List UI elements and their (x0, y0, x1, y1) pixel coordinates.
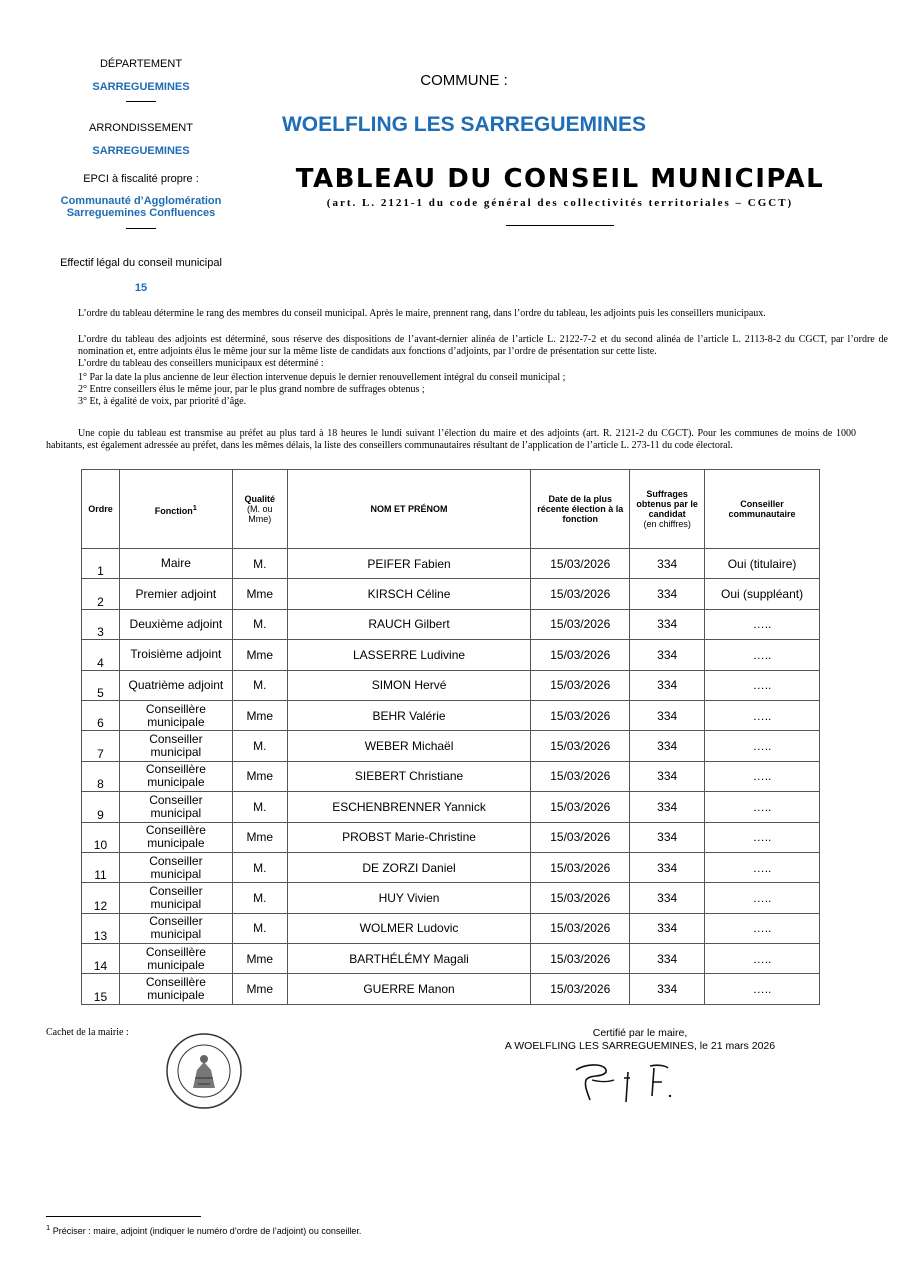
cell-suffrages: 334 (630, 731, 705, 761)
table-row (82, 731, 820, 761)
table-row (82, 913, 820, 943)
footnote-text: Préciser : maire, adjoint (indiquer le numéro d’ordre de l’adjoint) ou conseiller. (52, 1226, 362, 1236)
cell-conseiller: ….. (705, 974, 820, 1004)
cell-nom: RAUCH Gilbert (287, 609, 531, 639)
table-row (82, 944, 820, 974)
table-row (82, 883, 820, 913)
cell-fonction: Deuxième adjoint (119, 609, 232, 639)
cell-ordre: 15 (82, 974, 120, 1004)
cell-ordre: 6 (82, 700, 120, 730)
cell-qualite: M. (232, 883, 287, 913)
cell-conseiller: ….. (705, 609, 820, 639)
cell-ordre: 11 (82, 852, 120, 882)
cell-date: 15/03/2026 (531, 852, 630, 882)
footnote-ref: 1 (192, 502, 197, 512)
cell-ordre: 5 (82, 670, 120, 700)
paragraph-adjoints-text: L’ordre du tableau des adjoints est déterminé, sous réserve des dispositions de l’avant-dernier alinéa de l’article L. 2122-7-2 et du second alinéa de l’article L. 2113-8-2 du CGCT, par l’ordre de nomination et, entre adjoints élus le même jour sur la même liste de candidats aux fonctions d’adjoints, par l’ordre de présentation sur cette liste. (78, 334, 888, 357)
cell-suffrages: 334 (630, 944, 705, 974)
cell-suffrages: 334 (630, 609, 705, 639)
table-row (82, 670, 820, 700)
epci-value-line1: Communauté d’Agglomération (60, 195, 222, 207)
header-fonction-label: Fonction (154, 505, 193, 516)
commune-name: WOELFLING LES SARREGUEMINES (281, 113, 646, 136)
cell-nom: SIMON Hervé (287, 670, 531, 700)
cell-nom: SIEBERT Christiane (287, 761, 531, 791)
cell-suffrages: 334 (630, 640, 705, 670)
cell-ordre: 3 (82, 609, 120, 639)
paragraph-copy-prefet: Une copie du tableau est transmise au préfet au plus tard à 18 heures le lundi suivant l’élection du maire et des adjoints (art. R. 2121-2 du CGCT). Pour les communes de moins de 1000 habitants, est également adressée au préfet, dans les mêmes délais, la liste des conseillers communautaires résultant de l’application de l’article L. 273-11 du code électoral. (46, 428, 856, 451)
cell-fonction: Conseillère municipale (119, 974, 232, 1004)
cell-qualite: Mme (232, 761, 287, 791)
cell-date: 15/03/2026 (531, 731, 630, 761)
cell-qualite: Mme (232, 944, 287, 974)
title-divider (506, 225, 614, 226)
cell-conseiller: ….. (705, 883, 820, 913)
cell-fonction: Premier adjoint (119, 579, 232, 609)
header-qualite (232, 470, 287, 549)
cell-ordre: 9 (82, 792, 120, 822)
page-subtitle: (art. L. 2121-1 du code général des collectivités territoriales – CGCT) (326, 197, 794, 209)
effectif-label: Effectif légal du conseil municipal (60, 257, 222, 269)
cell-ordre: 13 (82, 913, 120, 943)
paragraph-criterion-3: 3° Et, à égalité de voix, par priorité d’âge. (78, 396, 247, 407)
cell-ordre: 2 (82, 579, 120, 609)
certifie-line1: Certifié par le maire, (592, 1027, 688, 1039)
cell-suffrages: 334 (630, 822, 705, 852)
cell-nom: PEIFER Fabien (287, 549, 531, 579)
cell-date: 15/03/2026 (531, 549, 630, 579)
cell-qualite: M. (232, 609, 287, 639)
table-header-row (82, 470, 820, 549)
paragraph-order-rule: L’ordre du tableau détermine le rang des membres du conseil municipal. Après le maire, prennent rang, dans l’ordre du tableau, les adjoints puis les conseillers municipaux. (78, 308, 766, 319)
cell-conseiller: ….. (705, 731, 820, 761)
cell-suffrages: 334 (630, 670, 705, 700)
cell-conseiller: ….. (705, 792, 820, 822)
cell-suffrages: 334 (630, 549, 705, 579)
cell-qualite: Mme (232, 822, 287, 852)
table-row (82, 822, 820, 852)
cell-qualite: M. (232, 549, 287, 579)
cell-date: 15/03/2026 (531, 609, 630, 639)
cell-qualite: Mme (232, 974, 287, 1004)
table-row (82, 609, 820, 639)
cell-date: 15/03/2026 (531, 761, 630, 791)
cell-nom: KIRSCH Céline (287, 579, 531, 609)
divider (126, 228, 156, 229)
epci-label: EPCI à fiscalité propre : (83, 173, 199, 185)
cell-fonction: Conseiller municipal (119, 913, 232, 943)
cell-date: 15/03/2026 (531, 792, 630, 822)
cachet-label: Cachet de la mairie : (46, 1027, 129, 1038)
cell-suffrages: 334 (630, 700, 705, 730)
table-row (82, 974, 820, 1004)
paragraph-criterion-1: 1° Par la date la plus ancienne de leur élection intervenue depuis le dernier renouvellement intégral du conseil municipal ; (78, 372, 566, 383)
seal-icon (165, 1032, 243, 1110)
arrondissement-label: ARRONDISSEMENT (89, 122, 193, 134)
cell-fonction: Conseiller municipal (119, 852, 232, 882)
cell-qualite: M. (232, 792, 287, 822)
cell-date: 15/03/2026 (531, 913, 630, 943)
page-title: TABLEAU DU CONSEIL MUNICIPAL (295, 164, 825, 194)
cell-ordre: 1 (82, 549, 120, 579)
cell-nom: PROBST Marie-Christine (287, 822, 531, 852)
table-row (82, 792, 820, 822)
footnote-mark: 1 (46, 1223, 51, 1232)
cell-fonction: Maire (119, 549, 232, 579)
cell-date: 15/03/2026 (531, 579, 630, 609)
cell-conseiller: Oui (suppléant) (705, 579, 820, 609)
cell-conseiller: ….. (705, 670, 820, 700)
footnote-divider (46, 1216, 201, 1217)
cell-qualite: Mme (232, 579, 287, 609)
cell-fonction: Conseiller municipal (119, 731, 232, 761)
cell-date: 15/03/2026 (531, 974, 630, 1004)
cell-nom: LASSERRE Ludivine (287, 640, 531, 670)
cell-suffrages: 334 (630, 974, 705, 1004)
cell-qualite: Mme (232, 700, 287, 730)
cell-qualite: M. (232, 731, 287, 761)
cell-fonction: Conseillère municipale (119, 700, 232, 730)
header-conseiller: Conseiller communautaire (705, 470, 820, 549)
cell-suffrages: 334 (630, 761, 705, 791)
table-row (82, 761, 820, 791)
effectif-block (46, 257, 236, 294)
cell-nom: HUY Vivien (287, 883, 531, 913)
header-date: Date de la plus récente élection à la fonction (531, 470, 630, 549)
cell-fonction: Conseillère municipale (119, 761, 232, 791)
cell-fonction: Conseiller municipal (119, 792, 232, 822)
cell-suffrages: 334 (630, 913, 705, 943)
cell-date: 15/03/2026 (531, 822, 630, 852)
table-row (82, 579, 820, 609)
cell-nom: WEBER Michaël (287, 731, 531, 761)
departement-label: DÉPARTEMENT (99, 58, 183, 70)
cell-suffrages: 334 (630, 852, 705, 882)
table-row (82, 700, 820, 730)
footnote (46, 1223, 361, 1236)
cell-fonction: Troisième adjoint (119, 640, 232, 670)
cell-conseiller: ….. (705, 944, 820, 974)
cell-qualite: M. (232, 913, 287, 943)
cell-ordre: 12 (82, 883, 120, 913)
cell-qualite: M. (232, 670, 287, 700)
epci-value-line2: Sarreguemines Confluences (66, 207, 216, 219)
commune-label: COMMUNE : (420, 72, 508, 89)
conseil-table (81, 469, 820, 1005)
header-fonction (119, 470, 232, 549)
cell-qualite: Mme (232, 640, 287, 670)
signature-icon (568, 1056, 678, 1108)
cell-conseiller: ….. (705, 761, 820, 791)
header-suffrages (630, 470, 705, 549)
cell-fonction: Conseiller municipal (119, 883, 232, 913)
certification-block (470, 1027, 810, 1053)
header-suffrages-sub: (en chiffres) (643, 519, 691, 529)
cell-nom: ESCHENBRENNER Yannick (287, 792, 531, 822)
cell-date: 15/03/2026 (531, 883, 630, 913)
cell-suffrages: 334 (630, 792, 705, 822)
cell-nom: BARTHÉLÉMY Magali (287, 944, 531, 974)
cell-ordre: 14 (82, 944, 120, 974)
cell-conseiller: ….. (705, 700, 820, 730)
cell-fonction: Quatrième adjoint (119, 670, 232, 700)
header-ordre: Ordre (82, 470, 120, 549)
departement-block (46, 58, 236, 102)
header-qualite-sub: (M. ou Mme) (247, 504, 273, 524)
header-nom: NOM ET PRÉNOM (287, 470, 531, 549)
cell-conseiller: Oui (titulaire) (705, 549, 820, 579)
mairie-seal (165, 1032, 243, 1110)
cell-fonction: Conseillère municipale (119, 944, 232, 974)
cell-date: 15/03/2026 (531, 640, 630, 670)
paragraph-adjoints (46, 334, 888, 358)
cell-nom: GUERRE Manon (287, 974, 531, 1004)
cell-nom: BEHR Valérie (287, 700, 531, 730)
paragraph-conseillers-intro: L’ordre du tableau des conseillers municipaux est déterminé : (78, 358, 324, 369)
divider (126, 101, 156, 102)
cell-ordre: 7 (82, 731, 120, 761)
cell-qualite: M. (232, 852, 287, 882)
departement-value: SARREGUEMINES (92, 81, 190, 93)
table-row (82, 852, 820, 882)
cell-suffrages: 334 (630, 883, 705, 913)
header-qualite-label: Qualité (244, 494, 276, 504)
cell-fonction: Conseillère municipale (119, 822, 232, 852)
cell-ordre: 10 (82, 822, 120, 852)
header-suffrages-label: Suffrages obtenus par le candidat (636, 489, 698, 519)
cell-conseiller: ….. (705, 852, 820, 882)
cell-suffrages: 334 (630, 579, 705, 609)
maire-signature (568, 1056, 678, 1108)
cell-ordre: 4 (82, 640, 120, 670)
effectif-value: 15 (134, 282, 148, 294)
arrondissement-value: SARREGUEMINES (92, 145, 190, 157)
cell-date: 15/03/2026 (531, 944, 630, 974)
cell-nom: DE ZORZI Daniel (287, 852, 531, 882)
cell-ordre: 8 (82, 761, 120, 791)
certifie-line2: A WOELFLING LES SARREGUEMINES, le 21 mars 2026 (504, 1040, 776, 1052)
cell-conseiller: ….. (705, 640, 820, 670)
cell-conseiller: ….. (705, 913, 820, 943)
table-row (82, 640, 820, 670)
epci-block (46, 173, 236, 229)
cell-nom: WOLMER Ludovic (287, 913, 531, 943)
table-row (82, 549, 820, 579)
cell-conseiller: ….. (705, 822, 820, 852)
cell-date: 15/03/2026 (531, 700, 630, 730)
paragraph-criterion-2: 2° Entre conseillers élus le même jour, par le plus grand nombre de suffrages obtenus ; (78, 384, 425, 395)
cell-date: 15/03/2026 (531, 670, 630, 700)
arrondissement-block (46, 122, 236, 157)
